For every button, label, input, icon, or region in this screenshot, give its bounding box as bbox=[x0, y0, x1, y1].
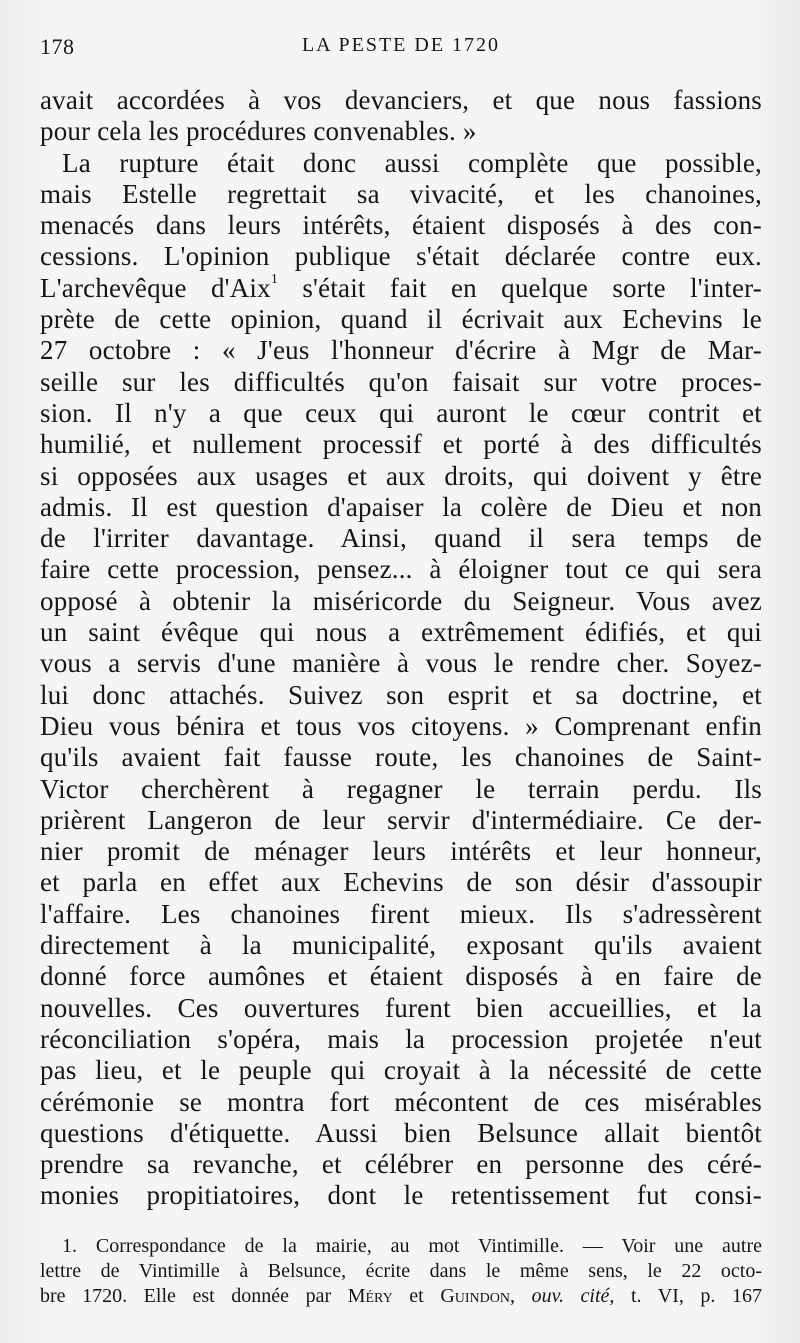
text-line: seille sur les difficultés qu'on faisait sur votre proces- bbox=[40, 366, 762, 397]
text-line: nier promit de ménager leurs intérêts et leur honneur, bbox=[40, 836, 762, 867]
text-line: de l'irriter davantage. Ainsi, quand il sera temps de bbox=[40, 523, 762, 554]
text-line: opposé à obtenir la miséricorde du Seigneur. Vous avez bbox=[40, 585, 762, 616]
text-line: pas lieu, et le peuple qui croyait à la nécessité de cette bbox=[40, 1055, 762, 1086]
text-line: nouvelles. Ces ouvertures furent bien accueillies, et la bbox=[40, 992, 762, 1023]
page-header bbox=[40, 30, 762, 70]
text-line-with-footnote-ref bbox=[40, 273, 762, 304]
text-segment: L'archevêque d'Aix bbox=[40, 272, 271, 303]
text-line: prète de cette opinion, quand il écrivait aux Echevins le bbox=[40, 304, 762, 335]
text-line: sion. Il n'y a que ceux qui auront le cœur contrit et bbox=[40, 397, 762, 428]
footnote-text: , t. VI, p. 167 bbox=[609, 1285, 762, 1307]
text-line: Dieu vous bénira et tous vos citoyens. » Comprenant enfin bbox=[40, 710, 762, 741]
main-text bbox=[40, 85, 762, 1212]
text-line: prendre sa revanche, et célébrer en personne des céré- bbox=[40, 1149, 762, 1180]
text-line: 27 octobre : « J'eus l'honneur d'écrire à Mgr de Mar- bbox=[40, 335, 762, 366]
text-line: l'affaire. Les chanoines firent mieux. Ils s'adressèrent bbox=[40, 898, 762, 929]
footnote-reference: 1 bbox=[270, 271, 279, 287]
text-line: lui donc attachés. Suivez son esprit et sa doctrine, et bbox=[40, 679, 762, 710]
footnote-text: et bbox=[392, 1285, 441, 1307]
footnote-line bbox=[40, 1284, 762, 1309]
text-line: Victor cherchèrent à regagner le terrain perdu. Ils bbox=[40, 773, 762, 804]
text-line: monies propitiatoires, dont le retentissement fut consi- bbox=[40, 1180, 762, 1211]
footnote-line: 1. Correspondance de la mairie, au mot Vintimille. — Voir une autre bbox=[62, 1235, 762, 1257]
text-segment: s'était fait en quelque sorte l'inter- bbox=[278, 272, 763, 303]
text-line: mais Estelle regrettait sa vivacité, et les chanoines, bbox=[40, 178, 762, 209]
text-line: qu'ils avaient fait fausse route, les chanoines de Saint- bbox=[40, 742, 762, 773]
text-line: pour cela les procédures convenables. » bbox=[40, 116, 477, 147]
footnote-text: bre 1720. Elle est donnée par bbox=[40, 1285, 348, 1307]
text-line: vous a servis d'une manière à vous le rendre cher. Soyez- bbox=[40, 648, 762, 679]
author-name: Guindon bbox=[440, 1285, 510, 1307]
citation-abbrev: ouv. cité bbox=[531, 1285, 610, 1307]
text-line: prièrent Langeron de leur servir d'intermédiaire. Ce der- bbox=[40, 804, 762, 835]
text-line: humilié, et nullement processif et porté à des difficultés bbox=[40, 429, 762, 460]
text-line: donné force aumônes et étaient disposés à en faire de bbox=[40, 961, 762, 992]
text-line: La rupture était donc aussi complète que possible, bbox=[62, 147, 762, 178]
text-line: un saint évêque qui nous a extrêmement édifiés, et qui bbox=[40, 617, 762, 648]
text-line: réconciliation s'opéra, mais la procession projetée n'eut bbox=[40, 1023, 762, 1054]
text-line: cérémonie se montra fort mécontent de ces misérables bbox=[40, 1086, 762, 1117]
text-line: faire cette procession, pensez... à éloigner tout ce qui sera bbox=[40, 554, 762, 585]
page-number: 178 bbox=[40, 34, 75, 59]
text-line: avait accordées à vos devanciers, et que nous fassions bbox=[40, 85, 762, 115]
author-name: Méry bbox=[347, 1285, 393, 1307]
text-line: et parla en effet aux Echevins de son désir d'assoupir bbox=[40, 867, 762, 898]
footnote-text: , bbox=[509, 1285, 532, 1307]
text-line: si opposées aux usages et aux droits, qui doivent y être bbox=[40, 460, 762, 491]
running-title: LA PESTE DE 1720 bbox=[301, 34, 501, 56]
text-line: menacés dans leurs intérêts, étaient disposés à des con- bbox=[40, 210, 762, 241]
footnotes bbox=[40, 1234, 762, 1309]
text-line: questions d'étiquette. Aussi bien Belsunce allait bientôt bbox=[40, 1117, 762, 1148]
text-line: directement à la municipalité, exposant qu'ils avaient bbox=[40, 930, 762, 961]
footnote-line: lettre de Vintimille à Belsunce, écrite dans le même sens, le 22 octo- bbox=[40, 1260, 762, 1282]
text-line: cessions. L'opinion publique s'était déclarée contre eux. bbox=[40, 241, 762, 272]
text-line: admis. Il est question d'apaiser la colère de Dieu et non bbox=[40, 491, 762, 522]
